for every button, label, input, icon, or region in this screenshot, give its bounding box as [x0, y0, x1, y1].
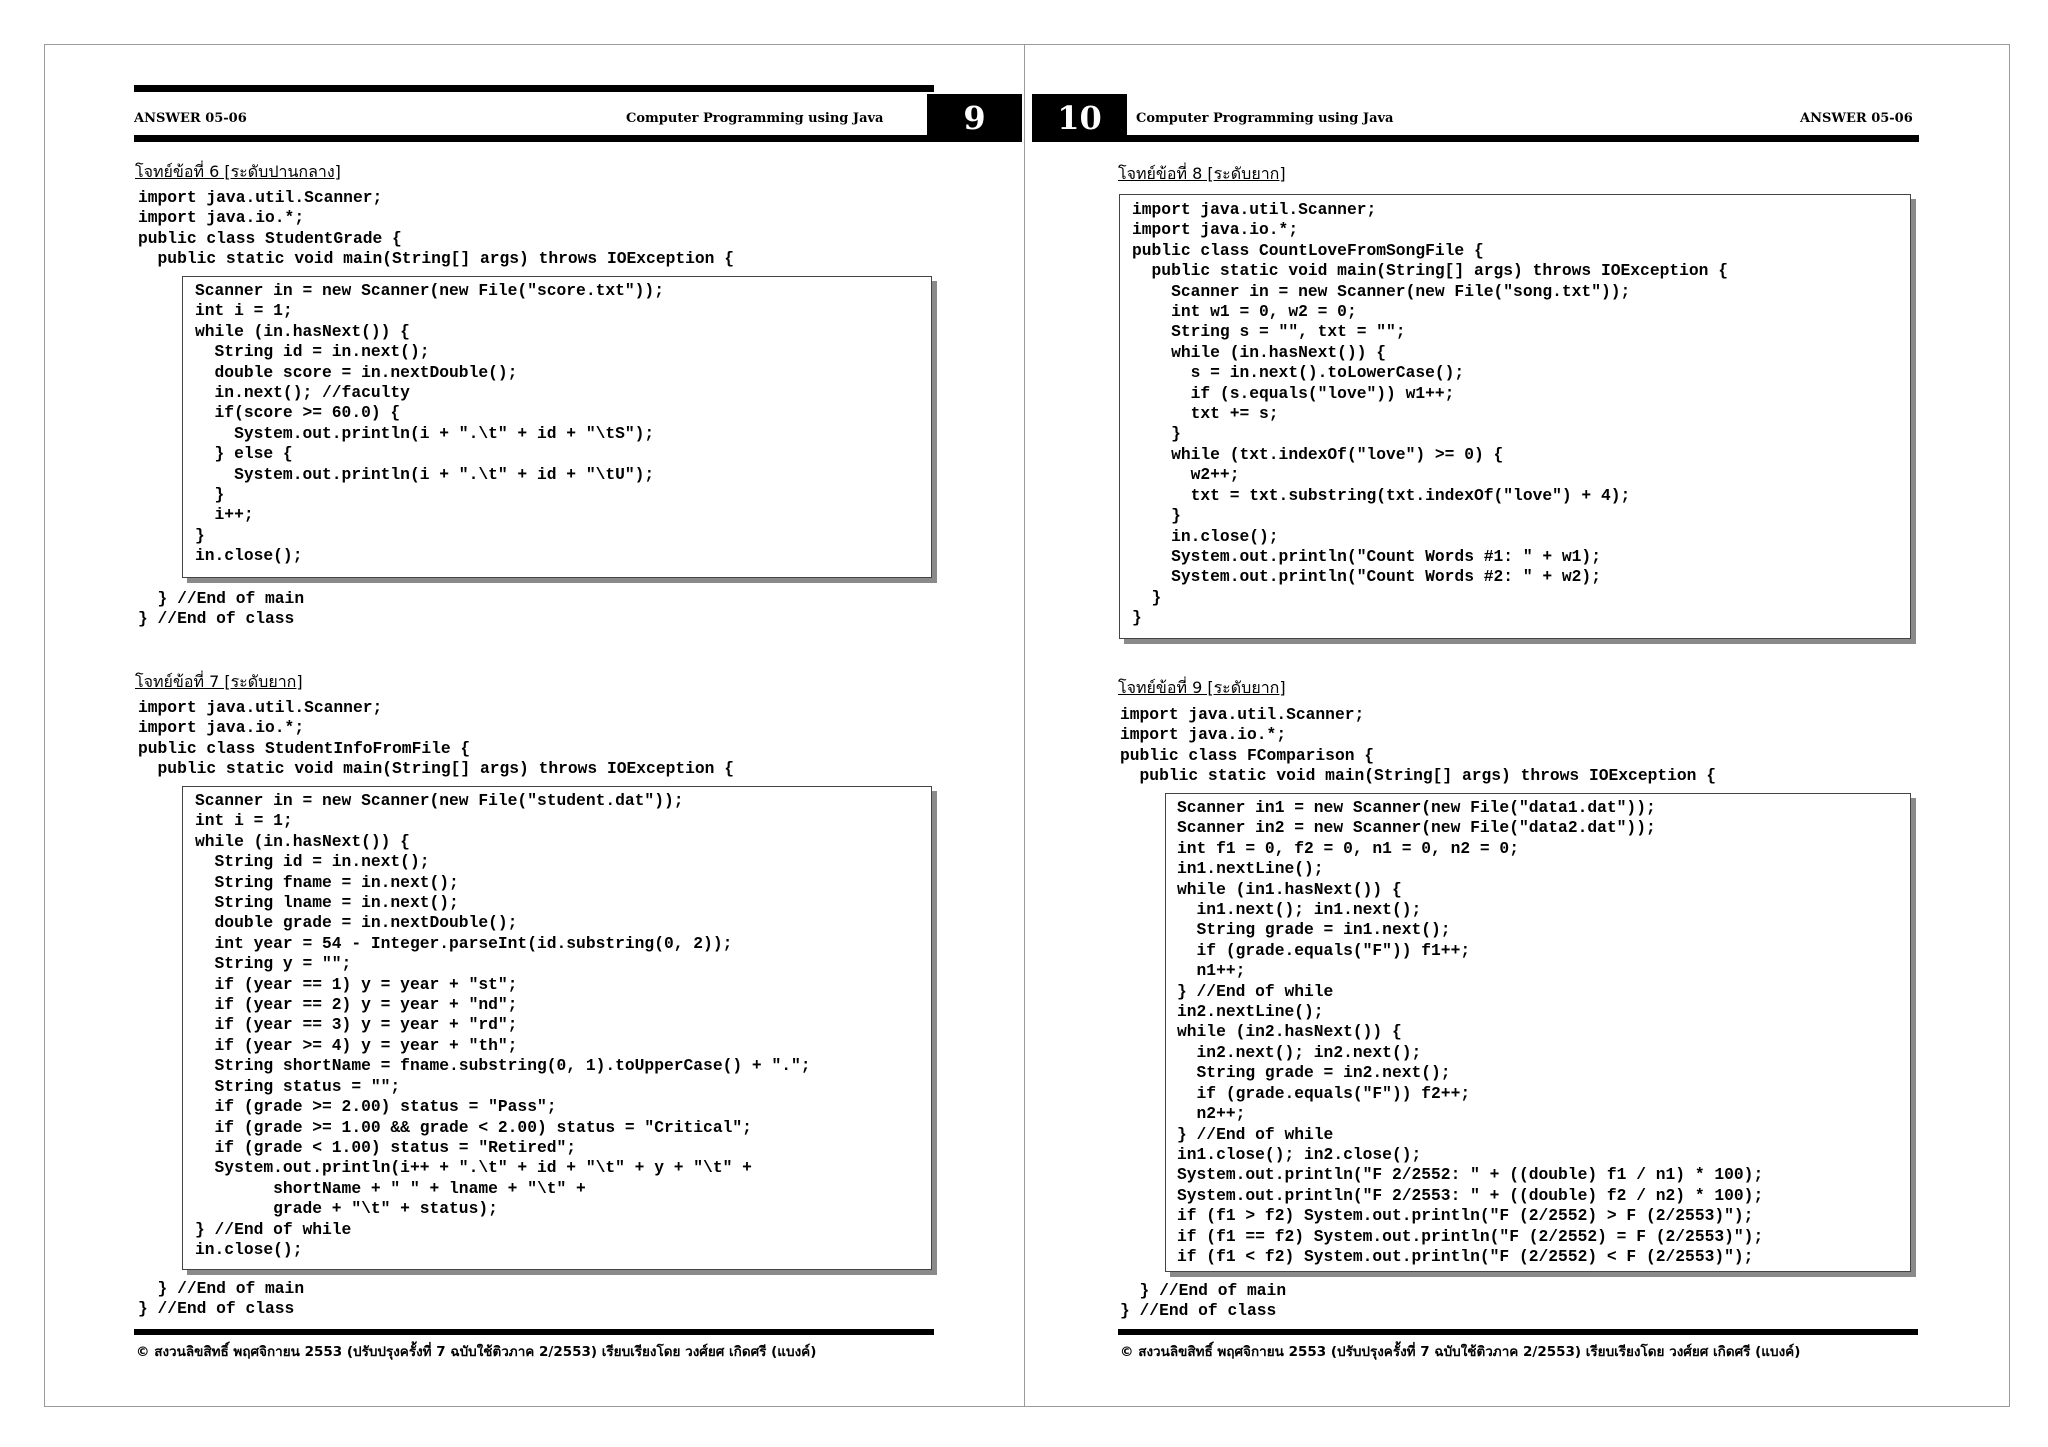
q6-post-code: } //End of main } //End of class [138, 589, 305, 629]
q7-body-code: Scanner in = new Scanner(new File("student.dat")); int i = 1; while (in.hasNext()) { String id = in.next(); String fname = in.next(); String lname = in.next(); double grade = in.nextDouble(); int year = 54 - Integer.parseInt(id.substring(0, 2)); String y = ""; if (year == 1) y = year + "st"; if (year == 2) y = year + "nd"; if (year == 3) y = year + "rd"; if (year >= 4) y = year + "th"; String shortName = fname.substring(0, 1).toUpperCase() + "."; String status = ""; if (grade >= 2.00) status = "Pass"; if (grade >= 1.00 && grade < 2.00) status = "Critical"; if (grade < 1.00) status = "Retired"; System.out.println(i++ + ".\t" + id + "\t" + y + "\t" + shortName + " " + lname + "\t" + grade + "\t" + status); } //End of while in.close(); [195, 791, 811, 1259]
q7-pre-code: import java.util.Scanner; import java.io.*; public class StudentInfoFromFile { public static void main(String[] args) throws IOException { [138, 698, 734, 779]
q6-pre-code: import java.util.Scanner; import java.io.*; public class StudentGrade { public static void main(String[] args) throws IOException { [138, 188, 734, 269]
right-page-number: 10 [1032, 94, 1127, 142]
q9-pre-code: import java.util.Scanner; import java.io.*; public class FComparison { public static void main(String[] args) throws IOException { [1120, 705, 1716, 786]
left-header-title: Computer Programming using Java [626, 111, 884, 126]
right-header-title: Computer Programming using Java [1136, 111, 1394, 126]
q6-body-code: Scanner in = new Scanner(new File("score.txt")); int i = 1; while (in.hasNext()) { String id = in.next(); double score = in.nextDouble(); in.next(); //faculty if(score >= 60.0) { System.out.println(i + ".\t" + id + "\tS"); } else { System.out.println(i + ".\t" + id + "\tU"); } i++; } in.close(); [195, 281, 664, 566]
q6-title: โจทย์ข้อที่ 6 [ระดับปานกลาง] [135, 162, 341, 181]
q8-title: โจทย์ข้อที่ 8 [ระดับยาก] [1118, 164, 1286, 183]
page-divider [1024, 44, 1025, 1407]
right-footer: © สงวนลิขสิทธิ์ พฤศจิกายน 2553 (ปรับปรุงครั้งที่ 7 ฉบับใช้ติวภาค 2/2553) เรียบเรียงโดย วงศ์ยศ เกิดศรี (แบงค์) [1120, 1344, 1801, 1360]
left-header-rule [134, 50, 934, 92]
left-header-label: ANSWER 05-06 [134, 111, 247, 126]
left-footer-rule [134, 1329, 934, 1335]
right-header-underline [1127, 135, 1919, 142]
q9-title: โจทย์ข้อที่ 9 [ระดับยาก] [1118, 678, 1286, 697]
left-footer: © สงวนลิขสิทธิ์ พฤศจิกายน 2553 (ปรับปรุงครั้งที่ 7 ฉบับใช้ติวภาค 2/2553) เรียบเรียงโดย วงศ์ยศ เกิดศรี (แบงค์) [136, 1344, 817, 1360]
q8-body-code: import java.util.Scanner; import java.io.*; public class CountLoveFromSongFile { public static void main(String[] args) throws IOException { Scanner in = new Scanner(new File("song.txt")); int w1 = 0, w2 = 0; String s = "", txt = ""; while (in.hasNext()) { s = in.next().toLowerCase(); if (s.equals("love")) w1++; txt += s; } while (txt.indexOf("love") >= 0) { w2++; txt = txt.substring(txt.indexOf("love") + 4); } in.close(); System.out.println("Count Words #1: " + w1); System.out.println("Count Words #2: " + w2); } } [1132, 200, 1728, 628]
q9-body-code: Scanner in1 = new Scanner(new File("data1.dat")); Scanner in2 = new Scanner(new File("data2.dat")); int f1 = 0, f2 = 0, n1 = 0, n2 = 0; in1.nextLine(); while (in1.hasNext()) { in1.next(); in1.next(); String grade = in1.next(); if (grade.equals("F")) f1++; n1++; } //End of while in2.nextLine(); while (in2.hasNext()) { in2.next(); in2.next(); String grade = in2.next(); if (grade.equals("F")) f2++; n2++; } //End of while in1.close(); in2.close(); System.out.println("F 2/2552: " + ((double) f1 / n1) * 100); System.out.println("F 2/2553: " + ((double) f2 / n2) * 100); if (f1 > f2) System.out.println("F (2/2552) > F (2/2553)"); if (f1 == f2) System.out.println("F (2/2552) = F (2/2553)"); if (f1 < f2) System.out.println("F (2/2552) < F (2/2553)"); [1177, 798, 1764, 1266]
left-header-underline [134, 135, 934, 142]
q9-post-code: } //End of main } //End of class [1120, 1281, 1287, 1321]
q7-post-code: } //End of main } //End of class [138, 1279, 305, 1319]
right-footer-rule [1118, 1329, 1918, 1335]
left-page-number: 9 [927, 94, 1022, 142]
right-header-label: ANSWER 05-06 [1800, 111, 1913, 126]
q7-title: โจทย์ข้อที่ 7 [ระดับยาก] [135, 672, 303, 691]
